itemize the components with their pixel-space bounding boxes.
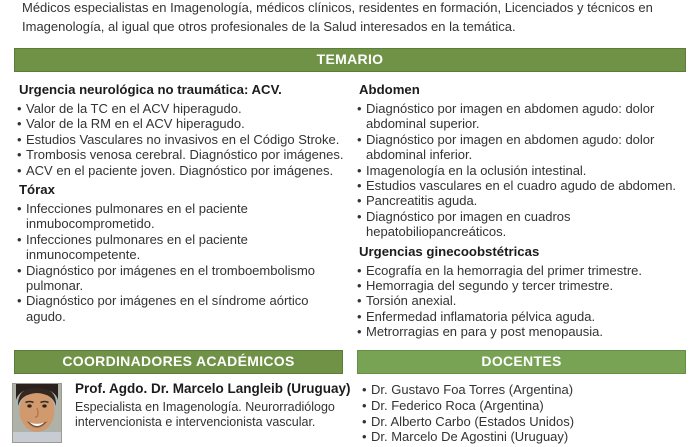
section-heading-torax: Tórax — [19, 182, 55, 198]
temario-item: • Imagenología en la oclusión intestinal. — [356, 163, 688, 178]
section-abdomen — [356, 82, 688, 240]
temario-item: • Diagnóstico por imagen en cuadros hepatobiliopancreáticos. — [356, 209, 688, 240]
section-heading-neuro: Urgencia neurológica no traumática: ACV. — [19, 82, 282, 97]
temario-item: • Diagnóstico por imagen en abdomen agudo: dolor abdominal superior. — [356, 101, 688, 132]
section-heading-gineco: Urgencias ginecoobstétricas — [359, 243, 540, 259]
temario-item: • Enfermedad inflamatoria pélvica aguda. — [356, 309, 688, 324]
temario-item: • Torsión anexial. — [356, 293, 688, 308]
temario-title: TEMARIO — [316, 51, 384, 67]
temario-item: • Metrorragias en para y post menopausia. — [356, 324, 688, 339]
temario-right-column — [356, 82, 688, 340]
temario-item: • Estudios Vasculares no invasivos en el Código Stroke. — [16, 132, 344, 147]
temario-item: • Hemorragia del segundo y tercer trimestre. — [356, 278, 688, 293]
temario-item: • Pancreatitis aguda. — [356, 193, 688, 208]
coordinator-photo — [12, 383, 62, 443]
temario-item: • Estudios vasculares en el cuadro agudo de abdomen. — [356, 178, 688, 193]
section-list-neuro — [16, 101, 344, 178]
temario-item: • Valor de la RM en el ACV hiperagudo. — [16, 116, 344, 131]
temario-item: • Diagnóstico por imágenes en el tromboembolismo pulmonar. — [16, 263, 344, 294]
coordinadores-header-bar — [14, 350, 343, 374]
docentes-title: DOCENTES — [481, 353, 562, 369]
section-torax — [16, 182, 344, 324]
docentes-header-bar — [357, 350, 686, 374]
coordinadores-title: COORDINADORES ACADÉMICOS — [62, 353, 295, 369]
section-list-gineco — [356, 263, 688, 340]
temario-item: • Infecciones pulmonares en el paciente inmunocompetente. — [16, 232, 344, 263]
docente-item: • Dr. Marcelo De Agostini (Uruguay) — [362, 429, 682, 445]
docentes-list — [362, 382, 682, 445]
portrait-man-smiling-icon — [13, 384, 61, 442]
section-gineco — [356, 244, 688, 340]
temario-header-bar — [14, 48, 686, 72]
temario-item: • Ecografía en la hemorragia del primer trimestre. — [356, 263, 688, 278]
temario-item: • Trombosis venosa cerebral. Diagnóstico por imágenes. — [16, 147, 344, 162]
temario-item: • Valor de la TC en el ACV hiperagudo. — [16, 101, 344, 116]
docente-item: • Dr. Federico Roca (Argentina) — [362, 398, 682, 414]
temario-left-column — [16, 82, 344, 324]
section-list-torax — [16, 201, 344, 324]
section-list-abdomen — [356, 101, 688, 240]
temario-item: • Diagnóstico por imagen en abdomen agudo: dolor abdominal inferior. — [356, 132, 688, 163]
audience-paragraph: Médicos especialistas en Imagenología, médicos clínicos, residentes en formación, Licenciados y técnicos en Imagenología, al igual que otros profesionales de la Salud interesados en la temática. — [22, 0, 653, 34]
section-heading-abdomen: Abdomen — [359, 82, 420, 97]
docente-item: • Dr. Alberto Carbo (Estados Unidos) — [362, 414, 682, 430]
docente-item: • Dr. Gustavo Foa Torres (Argentina) — [362, 382, 682, 398]
coordinator-bio: Especialista en Imagenología. Neurorradiólogo intervencionista e intervencionista vascular. — [75, 400, 335, 429]
section-neuro — [16, 82, 344, 178]
temario-item: • Diagnóstico por imágenes en el síndrome aórtico agudo. — [16, 293, 344, 324]
coordinator-name: Prof. Agdo. Dr. Marcelo Langleib (Uruguay) — [75, 381, 351, 396]
temario-item: • Infecciones pulmonares en el paciente inmubocomprometido. — [16, 201, 344, 232]
temario-item: • ACV en el paciente joven. Diagnóstico por imágenes. — [16, 163, 344, 178]
